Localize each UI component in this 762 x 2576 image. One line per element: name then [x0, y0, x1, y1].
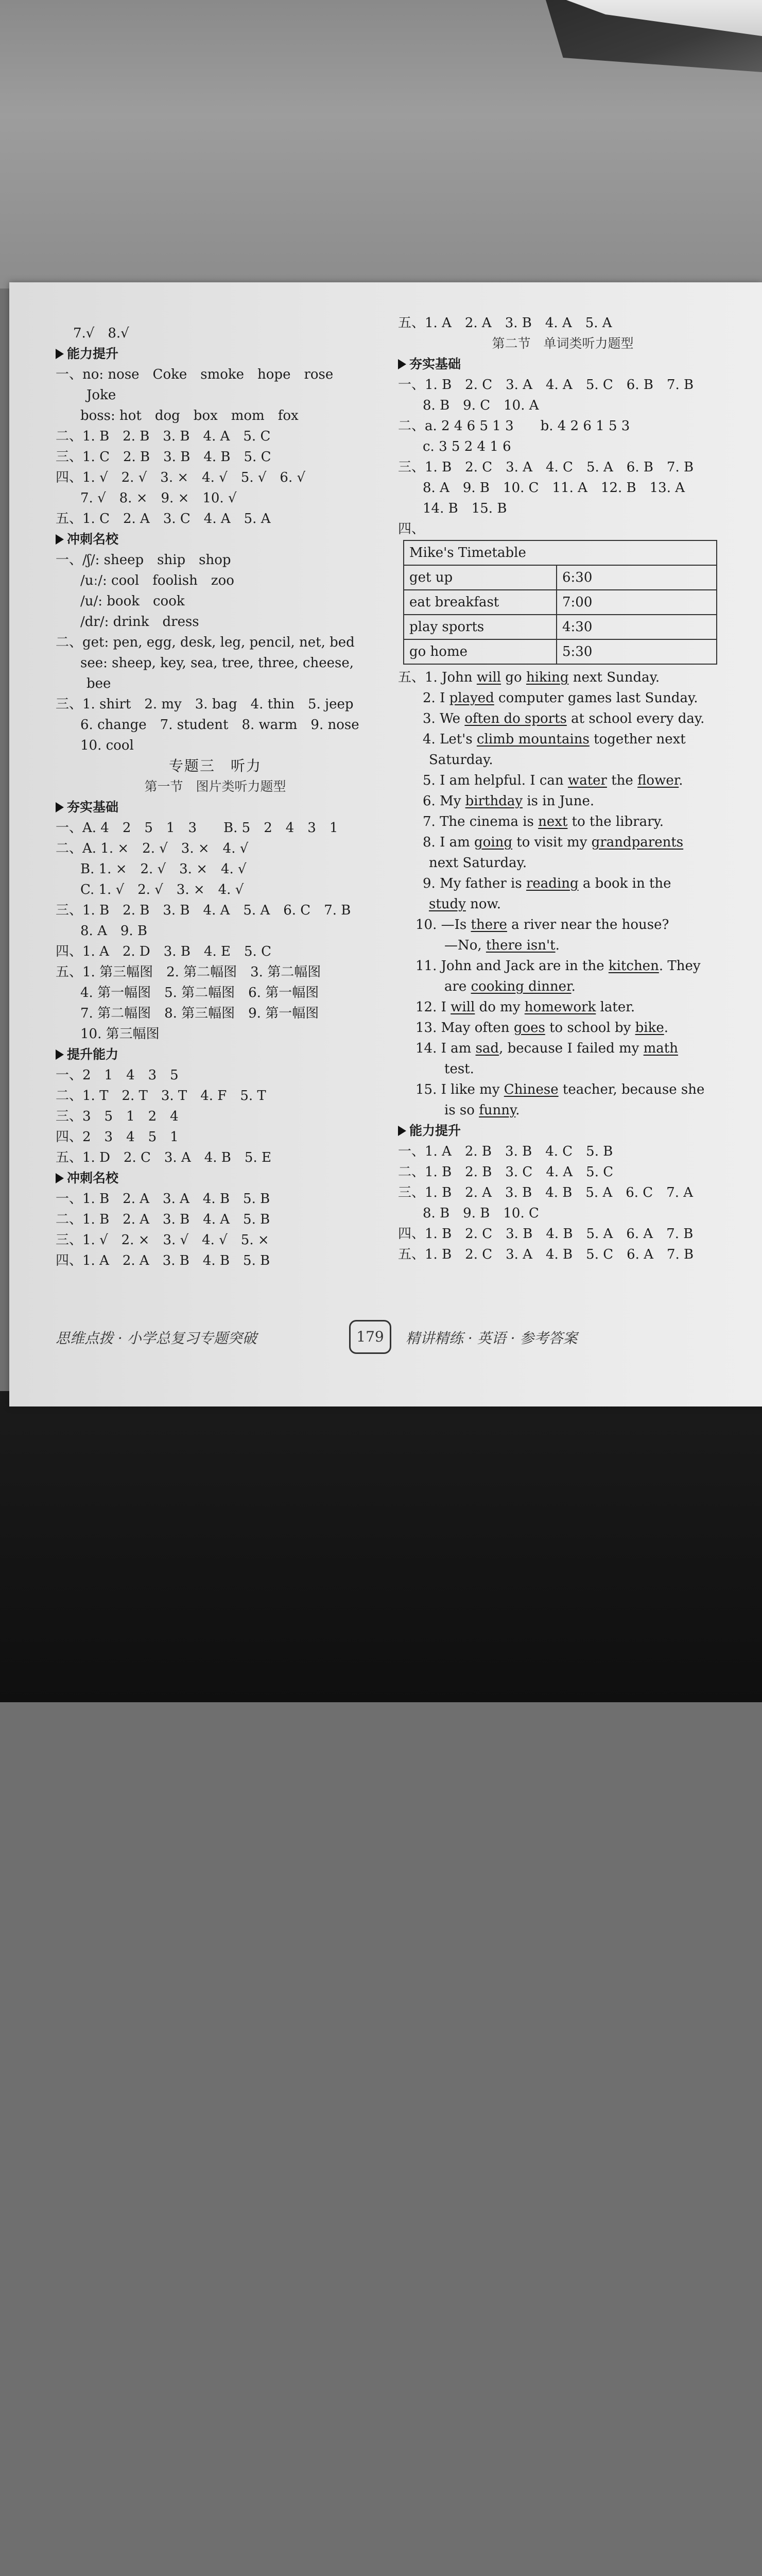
answer-line: 二、get: pen, egg, desk, leg, pencil, net, bed — [56, 635, 355, 650]
answer-line: 4. 第一幅图 5. 第二幅图 6. 第一幅图 — [80, 985, 319, 1001]
answer-line: 二、1. B 2. B 3. B 4. A 5. C — [56, 429, 271, 444]
sentence-answer: 12. I will do my homework later. — [415, 999, 635, 1015]
sentence-answer: 10. —Is there a river near the house? — [415, 917, 669, 933]
sentence-answer: 5. I am helpful. I can water the flower. — [423, 773, 683, 788]
timetable-time: 7:00 — [557, 590, 717, 615]
triangle-bullet-icon — [56, 1049, 64, 1060]
sentence-answer: 7. The cinema is next to the library. — [423, 814, 664, 829]
answer-line: 一、1. B 2. C 3. A 4. A 5. C 6. B 7. B — [398, 377, 694, 393]
section-header: 冲刺名校 — [56, 530, 375, 550]
sentence-answer: 13. May often goes to school by bike. — [415, 1020, 668, 1036]
sentence-answer: is so funny. — [444, 1103, 520, 1118]
answer-line: 8. B 9. B 10. C — [423, 1206, 539, 1221]
answer-line: 五、1. 第三幅图 2. 第二幅图 3. 第二幅图 — [56, 964, 321, 980]
answer-line: 二、A. 1. × 2. √ 3. × 4. √ — [56, 841, 249, 856]
footer-series-title: 思维点拨 · 小学总复习专题突破 — [56, 1330, 257, 1347]
section-header: 能力提升 — [56, 344, 375, 365]
answer-line: 五、1. B 2. C 3. A 4. B 5. C 6. A 7. B — [398, 1247, 694, 1262]
answer-line: 一、A. 4 2 5 1 3 B. 5 2 4 3 1 — [56, 820, 338, 836]
book-corner — [546, 0, 762, 72]
answer-line: 三、1. C 2. B 3. B 4. B 5. C — [56, 449, 271, 465]
timetable-activity: go home — [404, 639, 557, 664]
answer-line: Joke — [86, 387, 116, 403]
sentence-answer: 6. My birthday is in June. — [423, 793, 595, 809]
answer-line: /u/: book cook — [80, 594, 185, 609]
sentence-answer: 11. John and Jack are in the kitchen. They — [415, 958, 701, 974]
answer-line: 四、2 3 4 5 1 — [56, 1129, 179, 1145]
answer-line: 三、1. B 2. A 3. B 4. B 5. A 6. C 7. A — [398, 1185, 694, 1200]
answer-line: B. 1. × 2. √ 3. × 4. √ — [80, 861, 247, 877]
section-header: 夯实基础 — [398, 354, 728, 375]
answer-line: 三、1. B 2. B 3. B 4. A 5. A 6. C 7. B — [56, 903, 351, 918]
answer-line: 二、1. B 2. A 3. B 4. A 5. B — [56, 1212, 270, 1227]
triangle-bullet-icon — [56, 349, 64, 359]
timetable — [403, 540, 717, 665]
answer-line: 6. change 7. student 8. warm 9. nose — [80, 717, 359, 733]
sentence-answer: 14. I am sad, because I failed my math — [415, 1041, 678, 1056]
answer-line: 10. 第三幅图 — [80, 1026, 160, 1042]
timetable-time: 5:30 — [557, 639, 717, 664]
section-title: 第一节 图片类听力题型 — [144, 779, 286, 794]
answer-line: 四、 — [398, 521, 425, 537]
page-number: 179 — [349, 1320, 391, 1354]
timetable-activity: eat breakfast — [404, 590, 557, 615]
answer-line: 四、1. A 2. D 3. B 4. E 5. C — [56, 944, 271, 959]
answer-line: 五、1. D 2. C 3. A 4. B 5. E — [56, 1150, 271, 1165]
section-title: 第二节 单词类听力题型 — [492, 336, 634, 351]
answer-line: 三、1. B 2. C 3. A 4. C 5. A 6. B 7. B — [398, 460, 694, 475]
timetable-activity: play sports — [404, 615, 557, 639]
left-column — [56, 324, 375, 1272]
sentence-answer: 15. I like my Chinese teacher, because she — [415, 1082, 705, 1097]
sentence-answer: 4. Let's climb mountains together next — [423, 732, 686, 747]
answer-line: 四、1. A 2. A 3. B 4. B 5. B — [56, 1253, 270, 1268]
triangle-bullet-icon — [56, 1173, 64, 1183]
sentence-answer: next Saturday. — [429, 855, 527, 871]
answer-line: 8. A 9. B 10. C 11. A 12. B 13. A — [423, 480, 685, 496]
section-header: 夯实基础 — [56, 798, 375, 818]
section-header: 提升能力 — [56, 1045, 375, 1065]
answer-line: see: sheep, key, sea, tree, three, cheese, — [80, 655, 354, 671]
desk-background — [0, 0, 762, 289]
answer-line: 一、2 1 4 3 5 — [56, 1067, 179, 1083]
page-footer — [56, 1318, 725, 1359]
answer-line: 五、1. C 2. A 3. C 4. A 5. A — [56, 511, 271, 527]
answer-line: 10. cool — [80, 738, 134, 753]
answer-line: C. 1. √ 2. √ 3. × 4. √ — [80, 882, 244, 897]
timetable-time: 6:30 — [557, 565, 717, 590]
sentence-answer: 五、1. John will go hiking next Sunday. — [398, 670, 660, 685]
triangle-bullet-icon — [398, 1126, 406, 1136]
answer-line: 二、a. 2 4 6 5 1 3 b. 4 2 6 1 5 3 — [398, 418, 630, 434]
answer-line: 8. B 9. C 10. A — [423, 398, 539, 413]
sentence-answer: 9. My father is reading a book in the — [423, 876, 671, 891]
right-column — [398, 313, 728, 1265]
timetable-title: Mike's Timetable — [404, 540, 717, 565]
answer-line: 14. B 15. B — [423, 501, 507, 516]
answer-line: 五、1. A 2. A 3. B 4. A 5. A — [398, 315, 612, 331]
answer-line: c. 3 5 2 4 1 6 — [423, 439, 511, 454]
answer-line: 一、1. B 2. A 3. A 4. B 5. B — [56, 1191, 270, 1207]
answer-page — [9, 282, 762, 1406]
sentence-answer: —No, there isn't. — [444, 938, 560, 953]
answer-line: /uː/: cool foolish zoo — [80, 573, 234, 588]
triangle-bullet-icon — [398, 359, 406, 369]
sentence-answer: 8. I am going to visit my grandparents — [423, 835, 684, 850]
sentence-answer: test. — [444, 1061, 474, 1077]
answer-line: 三、1. shirt 2. my 3. bag 4. thin 5. jeep — [56, 697, 354, 712]
answer-line: 二、1. T 2. T 3. T 4. F 5. T — [56, 1088, 266, 1104]
triangle-bullet-icon — [56, 802, 64, 812]
answer-line: 一、1. A 2. B 3. B 4. C 5. B — [398, 1144, 613, 1159]
answer-line: 三、1. √ 2. × 3. √ 4. √ 5. × — [56, 1232, 269, 1248]
triangle-bullet-icon — [56, 534, 64, 545]
sentence-answer: Saturday. — [429, 752, 493, 768]
answer-line: 7.√ 8.√ — [73, 326, 129, 341]
answer-line: 7. 第二幅图 8. 第三幅图 9. 第一幅图 — [80, 1006, 319, 1021]
answer-line: boss: hot dog box mom fox — [80, 408, 299, 423]
footer-subject-title: 精讲精练 · 英语 · 参考答案 — [406, 1330, 578, 1347]
section-header: 能力提升 — [398, 1121, 728, 1142]
answer-line: 7. √ 8. × 9. × 10. √ — [80, 490, 237, 506]
answer-line: /dr/: drink dress — [80, 614, 199, 630]
sentence-answer: 2. I played computer games last Sunday. — [423, 690, 698, 706]
topic-title: 专题三 听力 — [168, 757, 262, 774]
sentence-answer: 3. We often do sports at school every day. — [423, 711, 705, 726]
answer-line: 一、no: nose Coke smoke hope rose — [56, 367, 334, 382]
section-header: 冲刺名校 — [56, 1168, 375, 1189]
timetable-time: 4:30 — [557, 615, 717, 639]
sentence-answer: study now. — [429, 896, 501, 912]
timetable-activity: get up — [404, 565, 557, 590]
sentence-answer: are cooking dinner. — [444, 979, 576, 994]
answer-line: 二、1. B 2. B 3. C 4. A 5. C — [398, 1164, 614, 1180]
answer-line: bee — [86, 676, 111, 691]
dark-cloth-background — [0, 1391, 762, 1702]
answer-line: 四、1. √ 2. √ 3. × 4. √ 5. √ 6. √ — [56, 470, 306, 485]
answer-line: 四、1. B 2. C 3. B 4. B 5. A 6. A 7. B — [398, 1226, 694, 1242]
answer-line: 8. A 9. B — [80, 923, 148, 939]
answer-line: 一、/ʃ/: sheep ship shop — [56, 552, 231, 568]
answer-line: 三、3 5 1 2 4 — [56, 1109, 179, 1124]
